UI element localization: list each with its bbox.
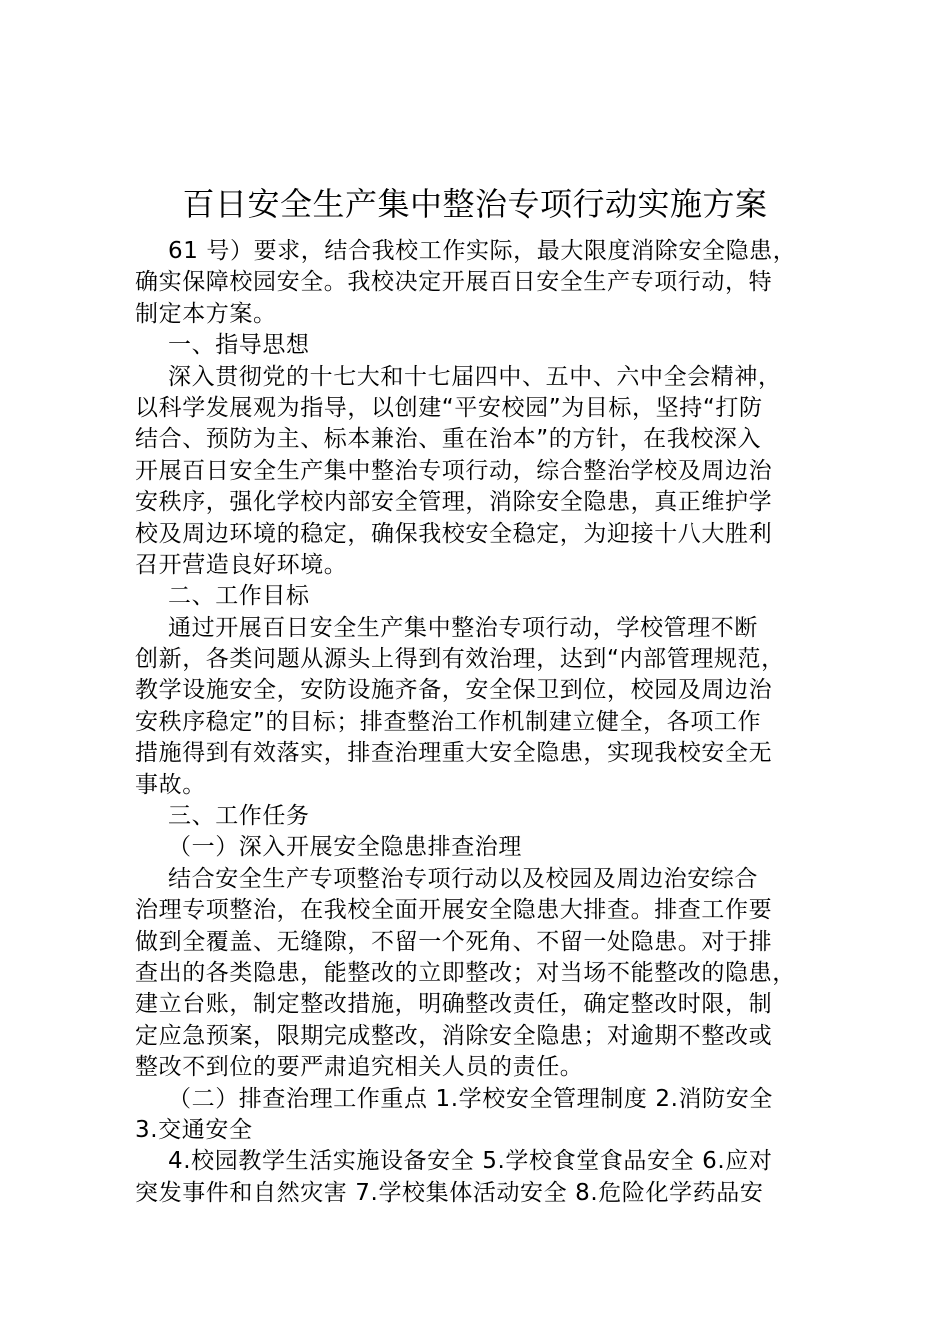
body-line: 创新，各类问题从源头上得到有效治理，达到“内部管理规范，	[135, 646, 785, 673]
body-line: 校及周边环境的稳定，确保我校安全稳定，为迎接十八大胜利	[135, 520, 773, 547]
body-line: 4.校园教学生活实施设备安全 5.学校食堂食品安全 6.应对	[168, 1148, 773, 1175]
body-line: 召开营造良好环境。	[135, 551, 348, 578]
body-line: 整改不到位的要严肃追究相关人员的责任。	[135, 1054, 584, 1081]
body-line: 二、工作目标	[168, 583, 310, 610]
body-line: 教学设施安全，安防设施齐备，安全保卫到位，校园及周边治	[135, 677, 773, 704]
document-body	[135, 236, 835, 1209]
body-line: 安秩序稳定”的目标；排查整治工作机制建立健全，各项工作	[135, 708, 762, 735]
body-line: （二）排查治理工作重点 1.学校安全管理制度 2.消防安全	[168, 1085, 773, 1112]
body-line: 建立台账，制定整改措施，明确整改责任，确定整改时限，制	[135, 991, 773, 1018]
document-title: 百日安全生产集中整治专项行动实施方案	[182, 185, 768, 223]
body-line: 以科学发展观为指导，以创建“平安校园”为目标，坚持“打防	[135, 394, 763, 421]
body-line: 事故。	[135, 771, 206, 798]
body-line: 确实保障校园安全。我校决定开展百日安全生产专项行动，特	[135, 269, 773, 296]
body-line: 三、工作任务	[168, 803, 310, 830]
body-line: 深入贯彻党的十七大和十七届四中、五中、六中全会精神，	[168, 363, 782, 390]
body-line: （一）深入开展安全隐患排查治理	[168, 834, 522, 861]
body-line: 安秩序，强化学校内部安全管理，消除安全隐患，真正维护学	[135, 489, 773, 516]
body-line: 措施得到有效落实，排查治理重大安全隐患，实现我校安全无	[135, 740, 773, 767]
body-line: 制定本方案。	[135, 300, 277, 327]
body-line: 开展百日安全生产集中整治专项行动，综合整治学校及周边治	[135, 457, 773, 484]
body-line: 突发事件和自然灾害 7.学校集体活动安全 8.危险化学药品安	[135, 1179, 764, 1206]
body-line: 通过开展百日安全生产集中整治专项行动，学校管理不断	[168, 614, 758, 641]
body-line: 查出的各类隐患，能整改的立即整改；对当场不能整改的隐患，	[135, 959, 796, 986]
body-line: 做到全覆盖、无缝隙，不留一个死角、不留一处隐患。对于排	[135, 928, 773, 955]
body-line: 结合安全生产专项整治专项行动以及校园及周边治安综合	[168, 865, 758, 892]
body-line: 61 号）要求，结合我校工作实际，最大限度消除安全隐患，	[168, 238, 797, 264]
body-line: 3.交通安全	[135, 1116, 253, 1143]
body-line: 结合、预防为主、标本兼治、重在治本”的方针，在我校深入	[135, 426, 762, 453]
body-line: 定应急预案，限期完成整改，消除安全隐患；对逾期不整改或	[135, 1022, 773, 1049]
body-line: 一、指导思想	[168, 332, 310, 359]
body-line: 治理专项整治，在我校全面开展安全隐患大排查。排查工作要	[135, 897, 773, 924]
